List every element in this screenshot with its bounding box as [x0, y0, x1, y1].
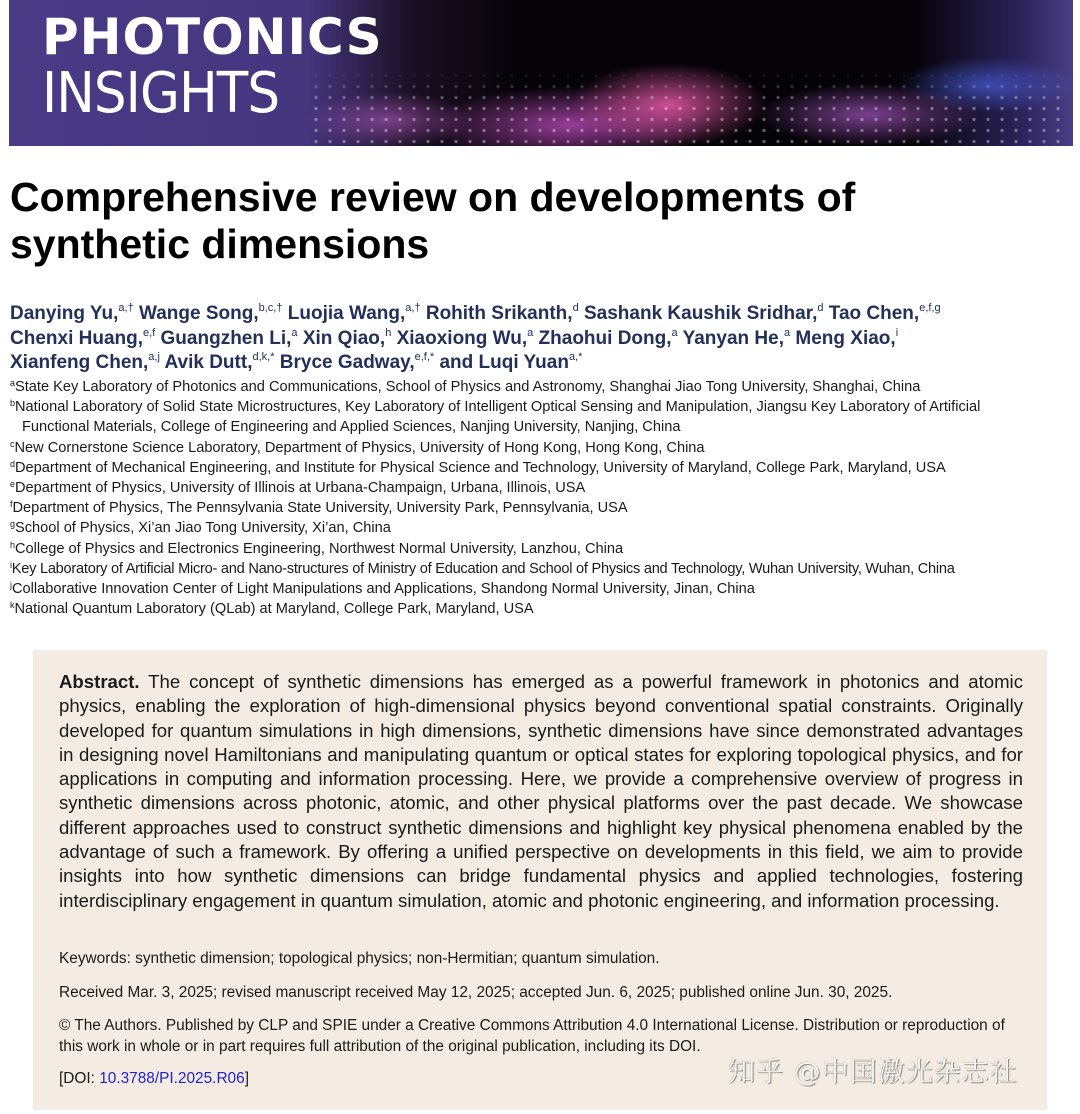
affiliation-j: $^j$Collaborative Innovation Center of Light Manipulations and Applications, Shandong Normal University, Jinan, China	[10, 580, 755, 598]
keywords: Keywords: synthetic dimension; topological physics; non-Hermitian; quantum simulation.	[59, 950, 660, 967]
author-line-1	[10, 302, 1075, 327]
author: Xin Qiao,$^h$	[302, 326, 392, 349]
publication-dates: Received Mar. 3, 2025; revised manuscript received May 12, 2025; accepted Jun. 6, 2025; published online Jun. 30, 2025.	[59, 984, 893, 1001]
abstract-text: The concept of synthetic dimensions has emerged as a powerful framework in photonics and atomic physics, enabling the exploration of high-dimensional physics beyond conventional spatial constraints. Originally developed for quantum simulations in high dimensions, synthetic dimensions have since demonstrated advantages in designing novel Hamiltonians and manipulating quantum or optical states for exploring topological physics, and for applications in computing and information processing. Here, we provide a comprehensive overview of progress in synthetic dimensions across photonic, atomic, and other physical platforms over the past decade. We showcase different approaches used to construct synthetic dimensions and highlight key physical phenomena enabled by the advantage of such a framework. By offering a unified perspective on developments in this field, we aim to provide insights into how synthetic dimensions can bridge fundamental physics and applied technologies, fostering interdisciplinary engagement in quantum simulation, atomic and photonic engineering, and information processing.	[59, 671, 1023, 911]
zhihu-watermark: 知乎 @中国激光杂志社	[728, 1057, 1018, 1088]
author: Guangzhen Li,$^a$	[160, 326, 298, 349]
author: Meng Xiao,$^i$	[795, 326, 899, 349]
affiliation-k: $^k$National Quantum Laboratory (QLab) at Maryland, College Park, Maryland, USA	[10, 600, 534, 618]
banner-wave-graphic	[309, 70, 1069, 146]
abstract-box	[33, 650, 1047, 1110]
author: Luojia Wang,$^{a,\dagger}$	[287, 302, 421, 324]
author: Yanyan He,$^a$	[682, 326, 791, 349]
author-list	[10, 302, 1075, 376]
affiliation-d: $^d$Department of Mechanical Engineering, and Institute for Physical Science and Technology, University of Maryland, College Park, Maryland, USA	[10, 458, 946, 476]
journal-logo-photonics: PHOTONICS	[42, 8, 383, 66]
journal-logo-insights: INSIGHTS	[42, 61, 280, 126]
article-title	[10, 174, 1070, 268]
author: Chenxi Huang,$^{e,f}$	[10, 326, 156, 349]
author: and Luqi Yuan$^{a,*}$	[439, 351, 583, 373]
affiliation-b: $^b$National Laboratory of Solid State Microstructures, Key Laboratory of Intelligent Optical Sensing and Manipulation, Jiangsu Key Laboratory of Artificial	[10, 398, 981, 416]
abstract-label: Abstract.	[59, 671, 140, 692]
affiliation-f: $^f$Department of Physics, The Pennsylvania State University, University Park, Pennsylvania, USA	[10, 499, 628, 517]
affiliation-h: $^h$College of Physics and Electronics Engineering, Northwest Normal University, Lanzhou, China	[10, 539, 624, 557]
author-line-2	[10, 327, 1075, 352]
affiliation-a: $^a$State Key Laboratory of Photonics and Communications, School of Physics and Astronomy, Shanghai Jiao Tong University, Shanghai, China	[10, 378, 921, 395]
title-line-2: synthetic dimensions	[10, 221, 430, 267]
author: Tao Chen,$^{e,f,g}$	[828, 302, 941, 324]
author: Bryce Gadway,$^{e,f,*}$	[279, 351, 435, 373]
doi-line: [DOI: 10.3788/PI.2025.R06]	[59, 1070, 249, 1087]
author-line-3	[10, 351, 1075, 376]
affiliation-g: $^g$School of Physics, Xi’an Jiao Tong University, Xi’an, China	[10, 519, 391, 537]
author: Avik Dutt,$^{d,k,*}$	[164, 351, 275, 373]
affiliation-e: $^e$Department of Physics, University of Illinois at Urbana-Champaign, Urbana, Illinois, USA	[10, 479, 586, 497]
license-notice: © The Authors. Published by CLP and SPIE under a Creative Commons Attribution 4.0 International License. Distribution or reproduction of this work in whole or in part requires full attribution of the original publication, including its DOI.	[59, 1017, 1005, 1055]
affiliation-list	[10, 377, 1078, 619]
author: Rohith Srikanth,$^d$	[425, 302, 579, 324]
affiliation-c: $^c$New Cornerstone Science Laboratory, Department of Physics, University of Hong Kong, Hong Kong, China	[10, 438, 705, 456]
abstract-paragraph	[59, 670, 1023, 913]
author: Sashank Kaushik Sridhar,$^d$	[583, 302, 824, 324]
author: Zhaohui Dong,$^a$	[538, 326, 678, 349]
author: Danying Yu,$^{a,\dagger}$	[10, 302, 134, 324]
title-line-1: Comprehensive review on developments of	[10, 174, 856, 220]
journal-banner	[9, 0, 1073, 146]
author: Xianfeng Chen,$^{a,j}$	[10, 351, 160, 373]
affiliation-i: $^i$Key Laboratory of Artificial Micro- and Nano-structures of Ministry of Education and School of Physics and Technology, Wuhan University, Wuhan, China	[10, 559, 955, 577]
affiliation-b-continued: Functional Materials, College of Engineering and Applied Sciences, Nanjing University, Nanjing, China	[22, 419, 681, 436]
doi-link[interactable]: 10.3788/PI.2025.R06	[99, 1070, 245, 1087]
author: Xiaoxiong Wu,$^a$	[396, 326, 534, 349]
author: Wange Song,$^{b,c,\dagger}$	[138, 302, 283, 324]
